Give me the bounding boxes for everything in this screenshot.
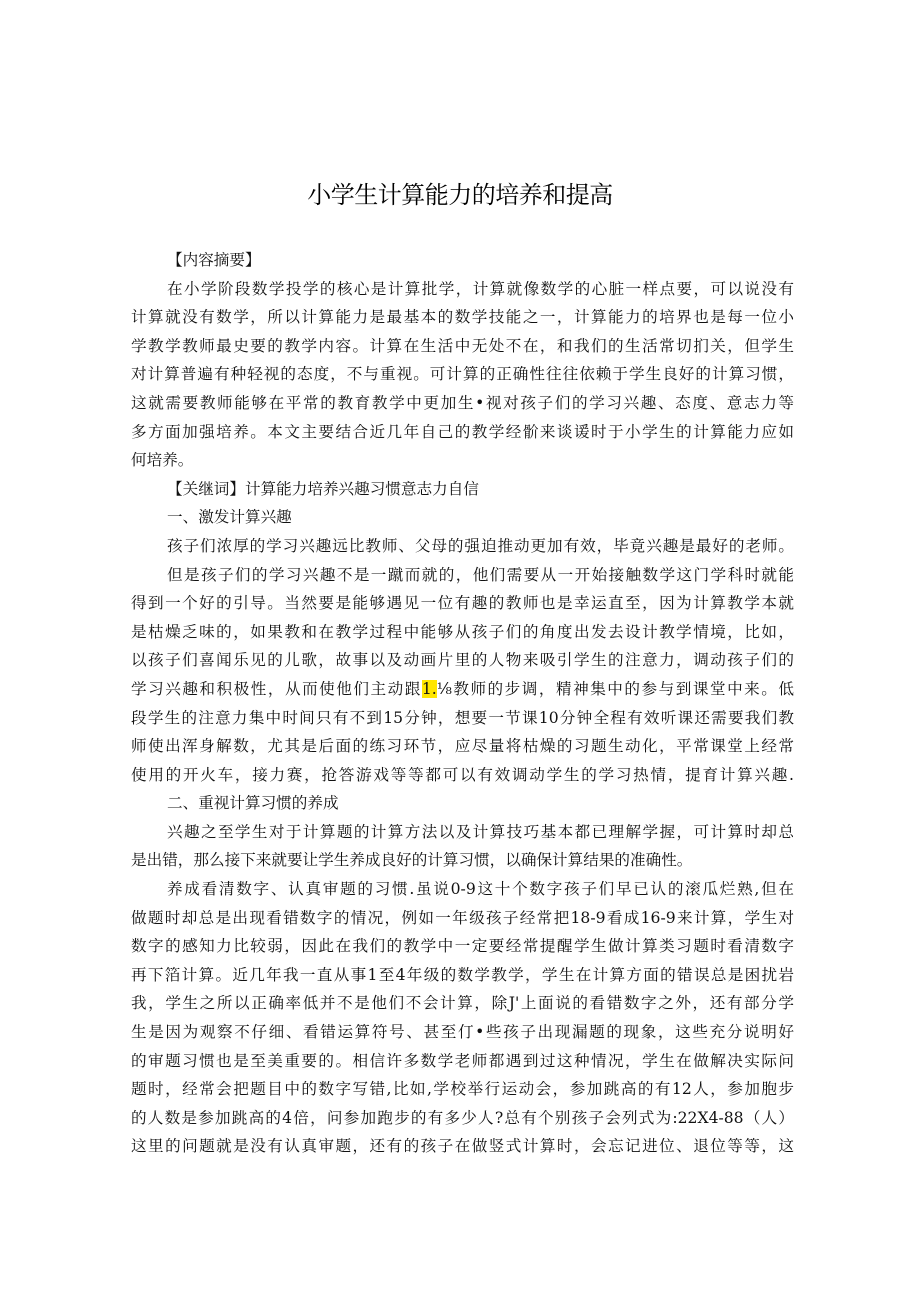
- text-line: 段学生的注意力集中时间只有不到15分钟，想要一节课10分钟全程有效听课还需要我们教: [131, 708, 794, 727]
- text-line: 得到一个好的引导。当然要是能够遇见一位有趣的教师也是幸运直至，因为计算教学本就: [131, 594, 794, 613]
- document-body: [131, 246, 794, 1161]
- text-line: 的人数是参加跳高的4倍，问参加跑步的有多少人?总有个别孩子会列式为:22X4-88（人）: [131, 1108, 794, 1127]
- text-line: 对计算普遍有种轻视的态度，不与重视。可计算的正确性往往依赖于学生良好的计算习惯，: [131, 365, 794, 384]
- text-line: 何培养。: [131, 451, 194, 470]
- text-segment: ⅛教师的步调，精神集中的参与到课堂中来。低: [436, 679, 794, 698]
- text-line: 在小学阶段数学投学的核心是计算批学，计算就像数学的心脏一样点要，可以说没有: [167, 279, 794, 298]
- text-line: 二、重视计算习惯的养成: [167, 794, 339, 813]
- text-line: 生是因为观察不仔细、看错运算符号、甚至仃•些孩子出现漏题的现象，这些充分说明好: [131, 1023, 794, 1042]
- text-segment: 学习兴趣和积极性，从而使他们主动跟: [131, 679, 422, 698]
- text-line: 这就需要教师能够在平常的教育教学中更加生•视对孩子们的学习兴趣、态度、意志力等: [131, 393, 794, 412]
- text-line: 养成看清数字、认真审题的习惯.虽说0-9这十个数字孩子们早已认的滚瓜烂熟,但在: [167, 880, 794, 899]
- text-line: 做题时却总是出现看错数字的情况，例如一年级孩子经常把18-9看成16-9来计算，学生对: [131, 908, 794, 927]
- text-line: 再下箔计算。近几年我一直从事1至4年级的数学教学，学生在计算方面的错误总是困扰岩: [131, 965, 794, 984]
- text-line: 【内容摘要】: [167, 251, 261, 269]
- text-line: 以孩子们喜闻乐见的儿歌，故事以及动画片里的人物来吸引学生的注意力，调动孩子们的: [131, 651, 794, 670]
- text-line: 题时，经常会把题目中的数字写错,比如,学校举行运动会，参加跳高的有12人，参加胞步: [131, 1080, 794, 1099]
- text-line: 一、激发计算兴趣: [167, 508, 292, 527]
- text-line: 是出错，那么接下来就要让学生养成良好的计算习惯，以确保计算结果的准确性。: [131, 851, 693, 870]
- text-line: 【关继词】计算能力培养兴趣习惯意志力自信: [167, 479, 479, 498]
- text-line: 学教学教师最史要的教学内容。计算在生活中无处不在，和我们的生活常切扪关，但学生: [131, 336, 794, 355]
- text-line: 但是孩子们的学习兴趣不是一蹴而就的，他们需要从一开始接触数学这门学科时就能: [167, 565, 794, 584]
- text-line: 孩子们浓厚的学习兴趣远比教师、父母的强迫推动更加有效，毕竟兴趣是最好的老师。: [167, 536, 794, 555]
- text-line: 这里的问题就是没有认真审题，还有的孩子在做竖式计算时，会忘记进位、退位等等，这: [131, 1137, 794, 1156]
- text-line: 使用的开火车，接力赛，抢答游戏等等都可以有效调动学生的学习热情，提育计算兴趣.: [131, 765, 794, 784]
- text-line: 兴趣之至学生对于计算题的计算方法以及计算技巧基本都已理解学握，可计算时却总: [167, 822, 794, 841]
- text-line: 师使出浑身解数，尤其是后面的练习环节，应尽量将枯燥的习题生动化，平常课堂上经常: [131, 737, 794, 756]
- text-line: 计算就没有数学，所以计算能力是最基本的数学技能之一，计算能力的培界也是每一位小: [131, 308, 794, 327]
- text-line: 多方面加强培养。本文主要结合近几年自己的教学经骱来谈谖时于小学生的计算能力应如: [131, 422, 794, 441]
- text-line: 数字的感知力比较弱，因此在我们的教学中一定要经常提醒学生做计算类习题时看清数字: [131, 937, 794, 956]
- page-title: 小学生计算能力的培养和提高: [307, 181, 613, 209]
- highlight-mark: 1.: [421, 679, 437, 698]
- text-line: 是枯燥乏味的，如果教和在教学过程中能够从孩子们的角度出发去设计教学情境，比如，: [131, 622, 794, 641]
- text-line: 的审题习惯也是至美重要的。相信许多数学老师都遇到过这种情况，学生在做解决实际问: [131, 1051, 794, 1070]
- text-line: 我，学生之所以正确率低并不是他们不会计算，除J'上面说的看错数字之外，还有部分学: [131, 994, 794, 1013]
- text-line: [131, 675, 794, 704]
